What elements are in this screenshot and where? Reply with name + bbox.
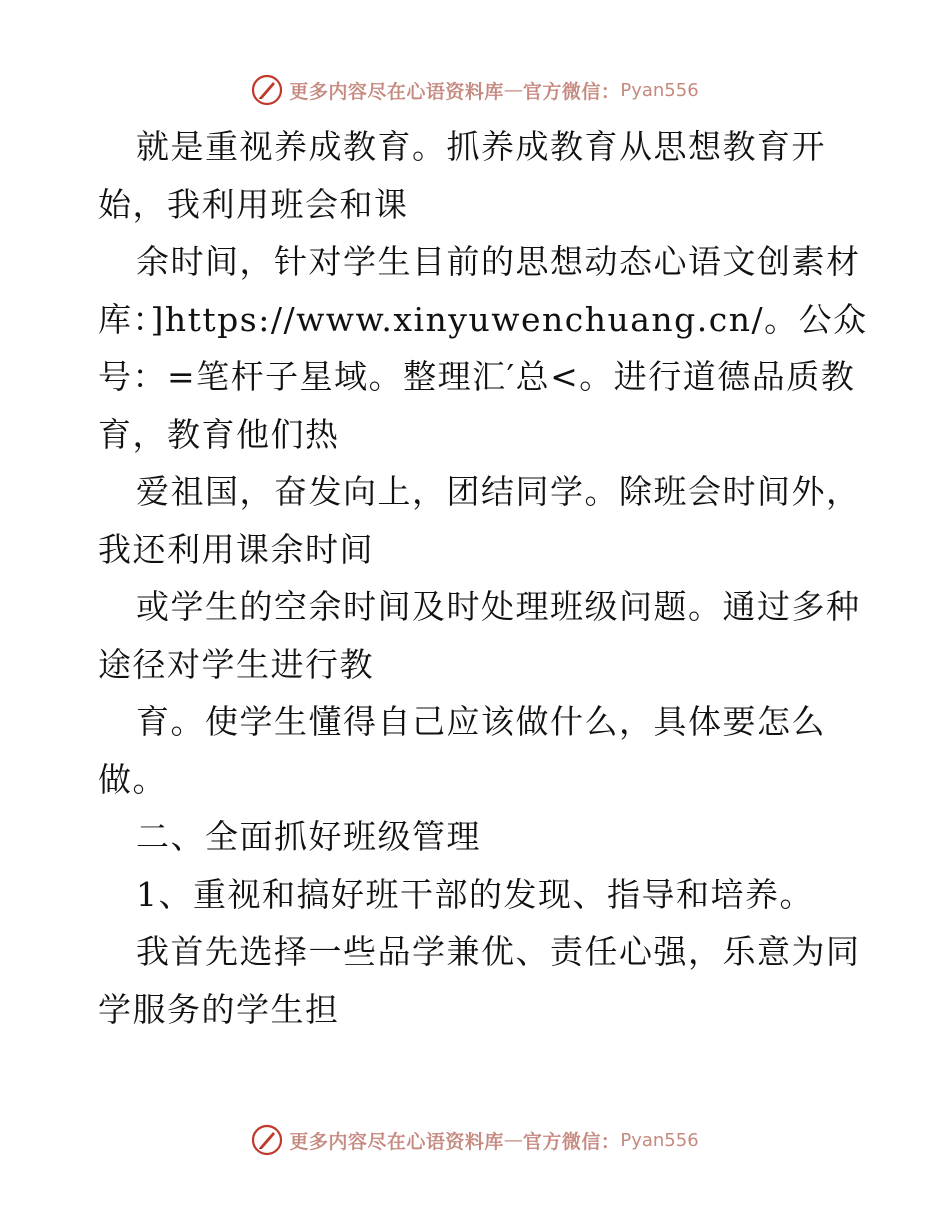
wechat-id: Pyan556 xyxy=(620,79,699,101)
document-body xyxy=(98,118,868,1038)
section-heading: 二、全面抓好班级管理 xyxy=(136,817,481,856)
header-watermark xyxy=(0,70,950,110)
paragraph-line: 就是重视养成教育。抓养成教育从思想教育开 xyxy=(136,127,826,166)
paragraph-line: 号：=笔杆子星域。整理汇′总<。进行道德品质教 xyxy=(98,357,856,396)
wechat-label: 官方微信： xyxy=(522,1130,621,1153)
paragraph-line: 余时间，针对学生目前的思想动态心语文创素材 xyxy=(136,242,861,281)
paragraph-line: 育，教育他们热 xyxy=(98,414,340,454)
watermark-separator: — xyxy=(503,79,523,101)
footer-watermark xyxy=(0,1120,950,1160)
quill-logo-icon xyxy=(251,74,283,106)
paragraph-line: 育。使学生懂得自己应该做什么，具体要怎么 xyxy=(136,702,826,741)
paragraph-line: 爱祖国，奋发向上，团结同学。除班会时间外， xyxy=(136,472,861,511)
paragraph-line: 始，我利用班会和课 xyxy=(98,184,409,224)
wechat-label: 官方微信： xyxy=(522,80,621,103)
paragraph-line: 我首先选择一些品学兼优、责任心强，乐意为同 xyxy=(136,932,861,971)
paragraph-line: 或学生的空余时间及时处理班级问题。通过多种 xyxy=(136,587,861,626)
paragraph-line: 库：]https://www.xinyuwenchuang.cn/。公众 xyxy=(98,299,868,339)
wechat-id: Pyan556 xyxy=(620,1129,699,1151)
paragraph-line: 途径对学生进行教 xyxy=(98,644,374,684)
paragraph-line: 学服务的学生担 xyxy=(98,989,340,1029)
watermark-separator: — xyxy=(503,1129,523,1151)
paragraph-line: 做。 xyxy=(98,759,167,799)
paragraph-line: 我还利用课余时间 xyxy=(98,529,374,569)
watermark-title: 更多内容尽在心语资料库 xyxy=(289,1130,504,1153)
quill-logo-icon xyxy=(251,1124,283,1156)
numbered-item: 1、重视和搞好班干部的发现、指导和培养。 xyxy=(136,874,814,914)
watermark-title: 更多内容尽在心语资料库 xyxy=(289,80,504,103)
